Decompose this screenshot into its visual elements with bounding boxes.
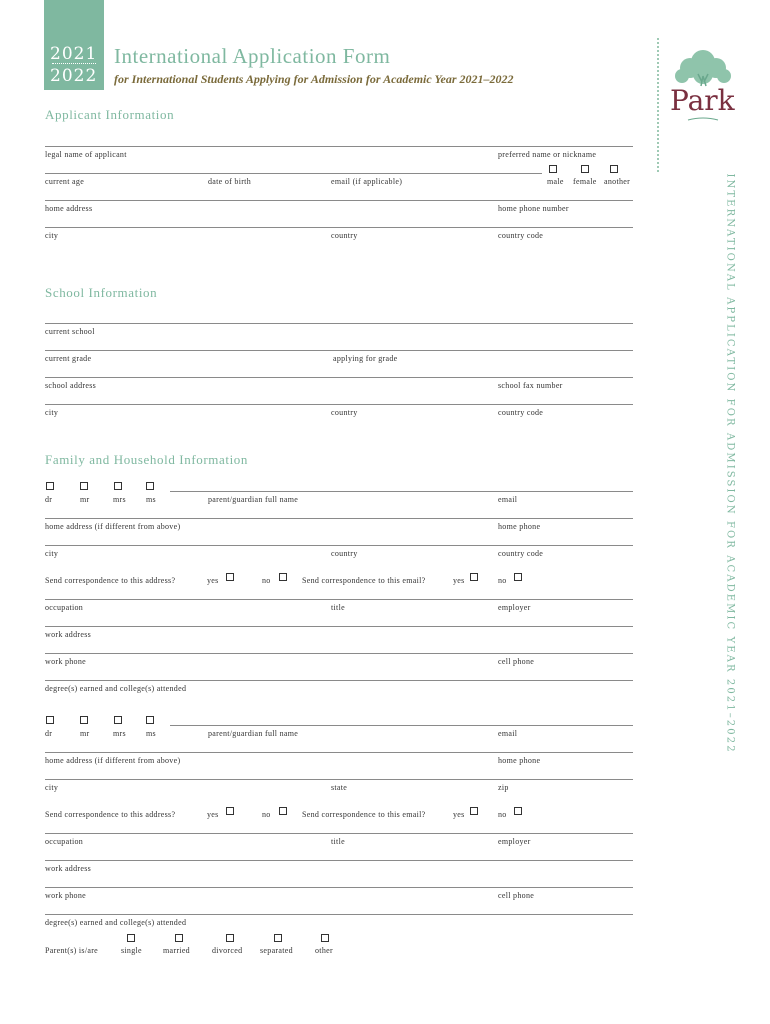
p2-city-label: city — [45, 783, 59, 792]
p2-zip-label: zip — [498, 783, 509, 792]
p2-name-field[interactable] — [170, 725, 633, 726]
p1-home-address-label: home address (if different from above) — [45, 522, 181, 531]
p1-phone-field[interactable] — [45, 653, 633, 654]
city-country-field[interactable] — [45, 227, 633, 228]
p2-mrs-checkbox[interactable] — [114, 716, 122, 724]
another-label: another — [604, 177, 631, 186]
p2-mr-checkbox[interactable] — [80, 716, 88, 724]
separated-label: separated — [260, 946, 293, 955]
p2-work-address-field[interactable] — [45, 860, 633, 861]
form-subtitle: for International Students Applying for Admission for Academic Year 2021–2022 — [114, 72, 514, 86]
divorced-label: divorced — [212, 946, 243, 955]
p1-email-yes-checkbox[interactable] — [470, 573, 478, 581]
p2-title-label: title — [331, 837, 345, 846]
p1-occupation-label: occupation — [45, 603, 84, 612]
p2-dr-label: dr — [45, 729, 53, 738]
male-label: male — [547, 177, 564, 186]
school-country-code-label: country code — [498, 408, 544, 417]
p1-mr-label: mr — [80, 495, 90, 504]
current-school-label: current school — [45, 327, 95, 336]
form-title: International Application Form — [114, 44, 391, 68]
p2-addr-yes-label: yes — [207, 810, 219, 819]
p2-addr-no-checkbox[interactable] — [279, 807, 287, 815]
home-address-label: home address — [45, 204, 93, 213]
married-checkbox[interactable] — [175, 934, 183, 942]
p2-mr-label: mr — [80, 729, 90, 738]
p2-home-address-label: home address (if different from above) — [45, 756, 181, 765]
section-applicant-title: Applicant Information — [45, 107, 175, 122]
female-checkbox[interactable] — [581, 165, 589, 173]
married-label: married — [163, 946, 190, 955]
p2-addr-no-label: no — [262, 810, 271, 819]
p2-home-phone-label: home phone — [498, 756, 541, 765]
year-end: 2022 — [50, 66, 98, 86]
p1-dr-checkbox[interactable] — [46, 482, 54, 490]
year-start: 2021 — [50, 44, 98, 64]
school-address-label: school address — [45, 381, 97, 390]
legal-name-label: legal name of applicant — [45, 150, 127, 159]
p2-home-address-field[interactable] — [45, 752, 633, 753]
p2-degrees-field[interactable] — [45, 914, 633, 915]
p2-employer-label: employer — [498, 837, 531, 846]
p1-addr-no-label: no — [262, 576, 271, 585]
p2-send-address-label: Send correspondence to this address? — [45, 810, 176, 819]
p1-degrees-field[interactable] — [45, 680, 633, 681]
p2-cell-phone-label: cell phone — [498, 891, 535, 900]
logo-wordmark: Park — [670, 84, 735, 117]
divorced-checkbox[interactable] — [226, 934, 234, 942]
section-school-title: School Information — [45, 285, 158, 300]
p2-send-email-label: Send correspondence to this email? — [302, 810, 426, 819]
p1-work-address-field[interactable] — [45, 626, 633, 627]
p2-work-phone-label: work phone — [45, 891, 86, 900]
year-divider — [52, 63, 96, 64]
p2-addr-yes-checkbox[interactable] — [226, 807, 234, 815]
p1-email-label: email — [498, 495, 518, 504]
age-dob-email-field[interactable] — [45, 173, 542, 174]
p1-mr-checkbox[interactable] — [80, 482, 88, 490]
current-grade-label: current grade — [45, 354, 92, 363]
p2-mrs-label: mrs — [113, 729, 126, 738]
p1-degrees-label: degree(s) earned and college(s) attended — [45, 684, 187, 693]
p1-work-phone-label: work phone — [45, 657, 86, 666]
current-age-label: current age — [45, 177, 85, 186]
p2-ms-label: ms — [146, 729, 156, 738]
p2-email-yes-checkbox[interactable] — [470, 807, 478, 815]
female-label: female — [573, 177, 597, 186]
current-school-field[interactable] — [45, 323, 633, 324]
p1-email-yes-label: yes — [453, 576, 465, 585]
marital-label: Parent(s) is/are — [45, 946, 99, 955]
school-city-field[interactable] — [45, 404, 633, 405]
school-city-label: city — [45, 408, 59, 417]
p1-title-label: title — [331, 603, 345, 612]
p2-dr-checkbox[interactable] — [46, 716, 54, 724]
country-code-label: country code — [498, 231, 544, 240]
p2-work-address-label: work address — [45, 864, 92, 873]
p1-email-no-label: no — [498, 576, 507, 585]
school-fax-label: school fax number — [498, 381, 563, 390]
p1-employer-label: employer — [498, 603, 531, 612]
home-address-field[interactable] — [45, 200, 633, 201]
male-checkbox[interactable] — [549, 165, 557, 173]
p1-mrs-label: mrs — [113, 495, 126, 504]
p1-dr-label: dr — [45, 495, 53, 504]
p1-ms-checkbox[interactable] — [146, 482, 154, 490]
p1-home-phone-label: home phone — [498, 522, 541, 531]
dotted-divider — [657, 38, 659, 172]
p1-email-no-checkbox[interactable] — [514, 573, 522, 581]
year-badge — [44, 0, 104, 90]
p1-ms-label: ms — [146, 495, 156, 504]
dob-label: date of birth — [208, 177, 251, 186]
p2-state-label: state — [331, 783, 348, 792]
p1-city-label: city — [45, 549, 59, 558]
single-label: single — [121, 946, 142, 955]
other-checkbox[interactable] — [321, 934, 329, 942]
p1-addr-yes-label: yes — [207, 576, 219, 585]
p1-name-field[interactable] — [170, 491, 633, 492]
p1-fullname-label: parent/guardian full name — [208, 495, 299, 504]
p1-home-address-field[interactable] — [45, 518, 633, 519]
p1-country-code-label: country code — [498, 549, 544, 558]
p1-addr-yes-checkbox[interactable] — [226, 573, 234, 581]
p2-phone-field[interactable] — [45, 887, 633, 888]
p2-city-field[interactable] — [45, 779, 633, 780]
another-checkbox[interactable] — [610, 165, 618, 173]
p2-occupation-field[interactable] — [45, 833, 633, 834]
country-label: country — [331, 231, 358, 240]
p1-country-label: country — [331, 549, 358, 558]
other-label: other — [315, 946, 333, 955]
preferred-name-label: preferred name or nickname — [498, 150, 597, 159]
p2-ms-checkbox[interactable] — [146, 716, 154, 724]
p2-email-no-label: no — [498, 810, 507, 819]
side-banner-text: INTERNATIONAL APPLICATION FOR ADMISSION FOR ACADEMIC YEAR 2021–2022 — [724, 173, 736, 754]
p1-send-address-label: Send correspondence to this address? — [45, 576, 176, 585]
p1-cell-phone-label: cell phone — [498, 657, 535, 666]
p1-city-field[interactable] — [45, 545, 633, 546]
p2-email-yes-label: yes — [453, 810, 465, 819]
p1-addr-no-checkbox[interactable] — [279, 573, 287, 581]
p2-email-no-checkbox[interactable] — [514, 807, 522, 815]
legal-name-field[interactable] — [45, 146, 633, 147]
p2-degrees-label: degree(s) earned and college(s) attended — [45, 918, 187, 927]
p2-occupation-label: occupation — [45, 837, 84, 846]
city-label: city — [45, 231, 59, 240]
grade-field[interactable] — [45, 350, 633, 351]
applying-grade-label: applying for grade — [333, 354, 398, 363]
side-banner — [720, 173, 740, 754]
home-phone-label: home phone number — [498, 204, 569, 213]
section-family-title: Family and Household Information — [45, 452, 248, 467]
p1-mrs-checkbox[interactable] — [114, 482, 122, 490]
separated-checkbox[interactable] — [274, 934, 282, 942]
p2-fullname-label: parent/guardian full name — [208, 729, 299, 738]
p1-occupation-field[interactable] — [45, 599, 633, 600]
school-country-label: country — [331, 408, 358, 417]
email-label: email (if applicable) — [331, 177, 403, 186]
school-address-field[interactable] — [45, 377, 633, 378]
p1-send-email-label: Send correspondence to this email? — [302, 576, 426, 585]
single-checkbox[interactable] — [127, 934, 135, 942]
p2-email-label: email — [498, 729, 518, 738]
p1-work-address-label: work address — [45, 630, 92, 639]
